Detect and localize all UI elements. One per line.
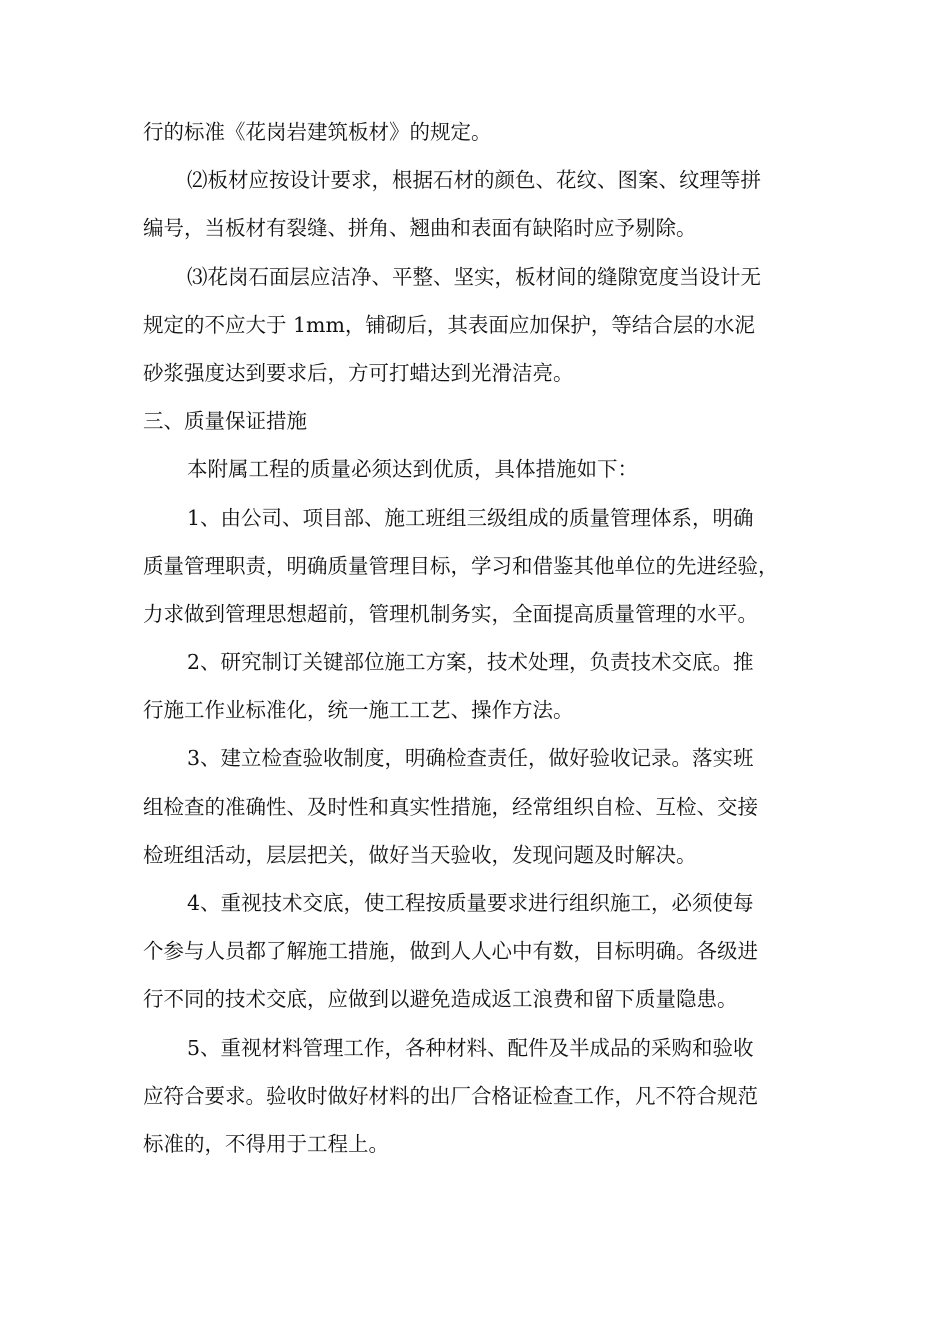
text-line: 质量管理职责，明确质量管理目标，学习和借鉴其他单位的先进经验， [143,553,779,578]
text-line: 行施工作业标准化，统一施工工艺、操作方法。 [143,698,574,723]
text-line: 2、研究制订关键部位施工方案，技术处理，负责技术交底。推 [187,650,754,675]
text-line: 行的标准《花岗岩建筑板材》的规定。 [143,120,492,144]
text-line: 3、建立检查验收制度，明确检查责任，做好验收记录。落实班 [187,746,754,771]
text-line: 1、由公司、项目部、施工班组三级组成的质量管理体系，明确 [187,505,754,530]
text-line: 规定的不应大于 1mm，铺砌后，其表面应加保护，等结合层的水泥 [143,312,755,337]
text-line: 砂浆强度达到要求后，方可打蜡达到光滑洁亮。 [143,360,574,385]
text-line: 个参与人员都了解施工措施，做到人人心中有数，目标明确。各级进 [143,939,758,964]
text-line: 4、重视技术交底，使工程按质量要求进行组织施工，必须使每 [187,891,754,915]
text-line: ⑵板材应按设计要求，根据石材的颜色、花纹、图案、纹理等拼 [187,168,761,193]
text-line: 本附属工程的质量必须达到优质，具体措施如下： [187,457,638,482]
text-line: 应符合要求。验收时做好材料的出厂合格证检查工作，凡不符合规范 [143,1083,758,1108]
section-heading: 三、质量保证措施 [143,409,307,434]
text-line: ⑶花岗石面层应洁净、平整、坚实，板材间的缝隙宽度当设计无 [187,264,761,289]
document-body [143,108,807,1168]
text-line: 力求做到管理思想超前，管理机制务实，全面提高质量管理的水平。 [143,601,758,626]
text-line: 5、重视材料管理工作，各种材料、配件及半成品的采购和验收 [187,1035,754,1060]
text-line: 检班组活动，层层把关，做好当天验收，发现问题及时解决。 [143,842,697,867]
text-line: 行不同的技术交底，应做到以避免造成返工浪费和留下质量隐患。 [143,987,738,1012]
text-line: 编号，当板材有裂缝、拼角、翘曲和表面有缺陷时应予剔除。 [143,216,697,241]
text-line: 组检查的准确性、及时性和真实性措施，经常组织自检、互检、交接 [143,794,758,819]
text-line: 标准的，不得用于工程上。 [143,1131,389,1156]
